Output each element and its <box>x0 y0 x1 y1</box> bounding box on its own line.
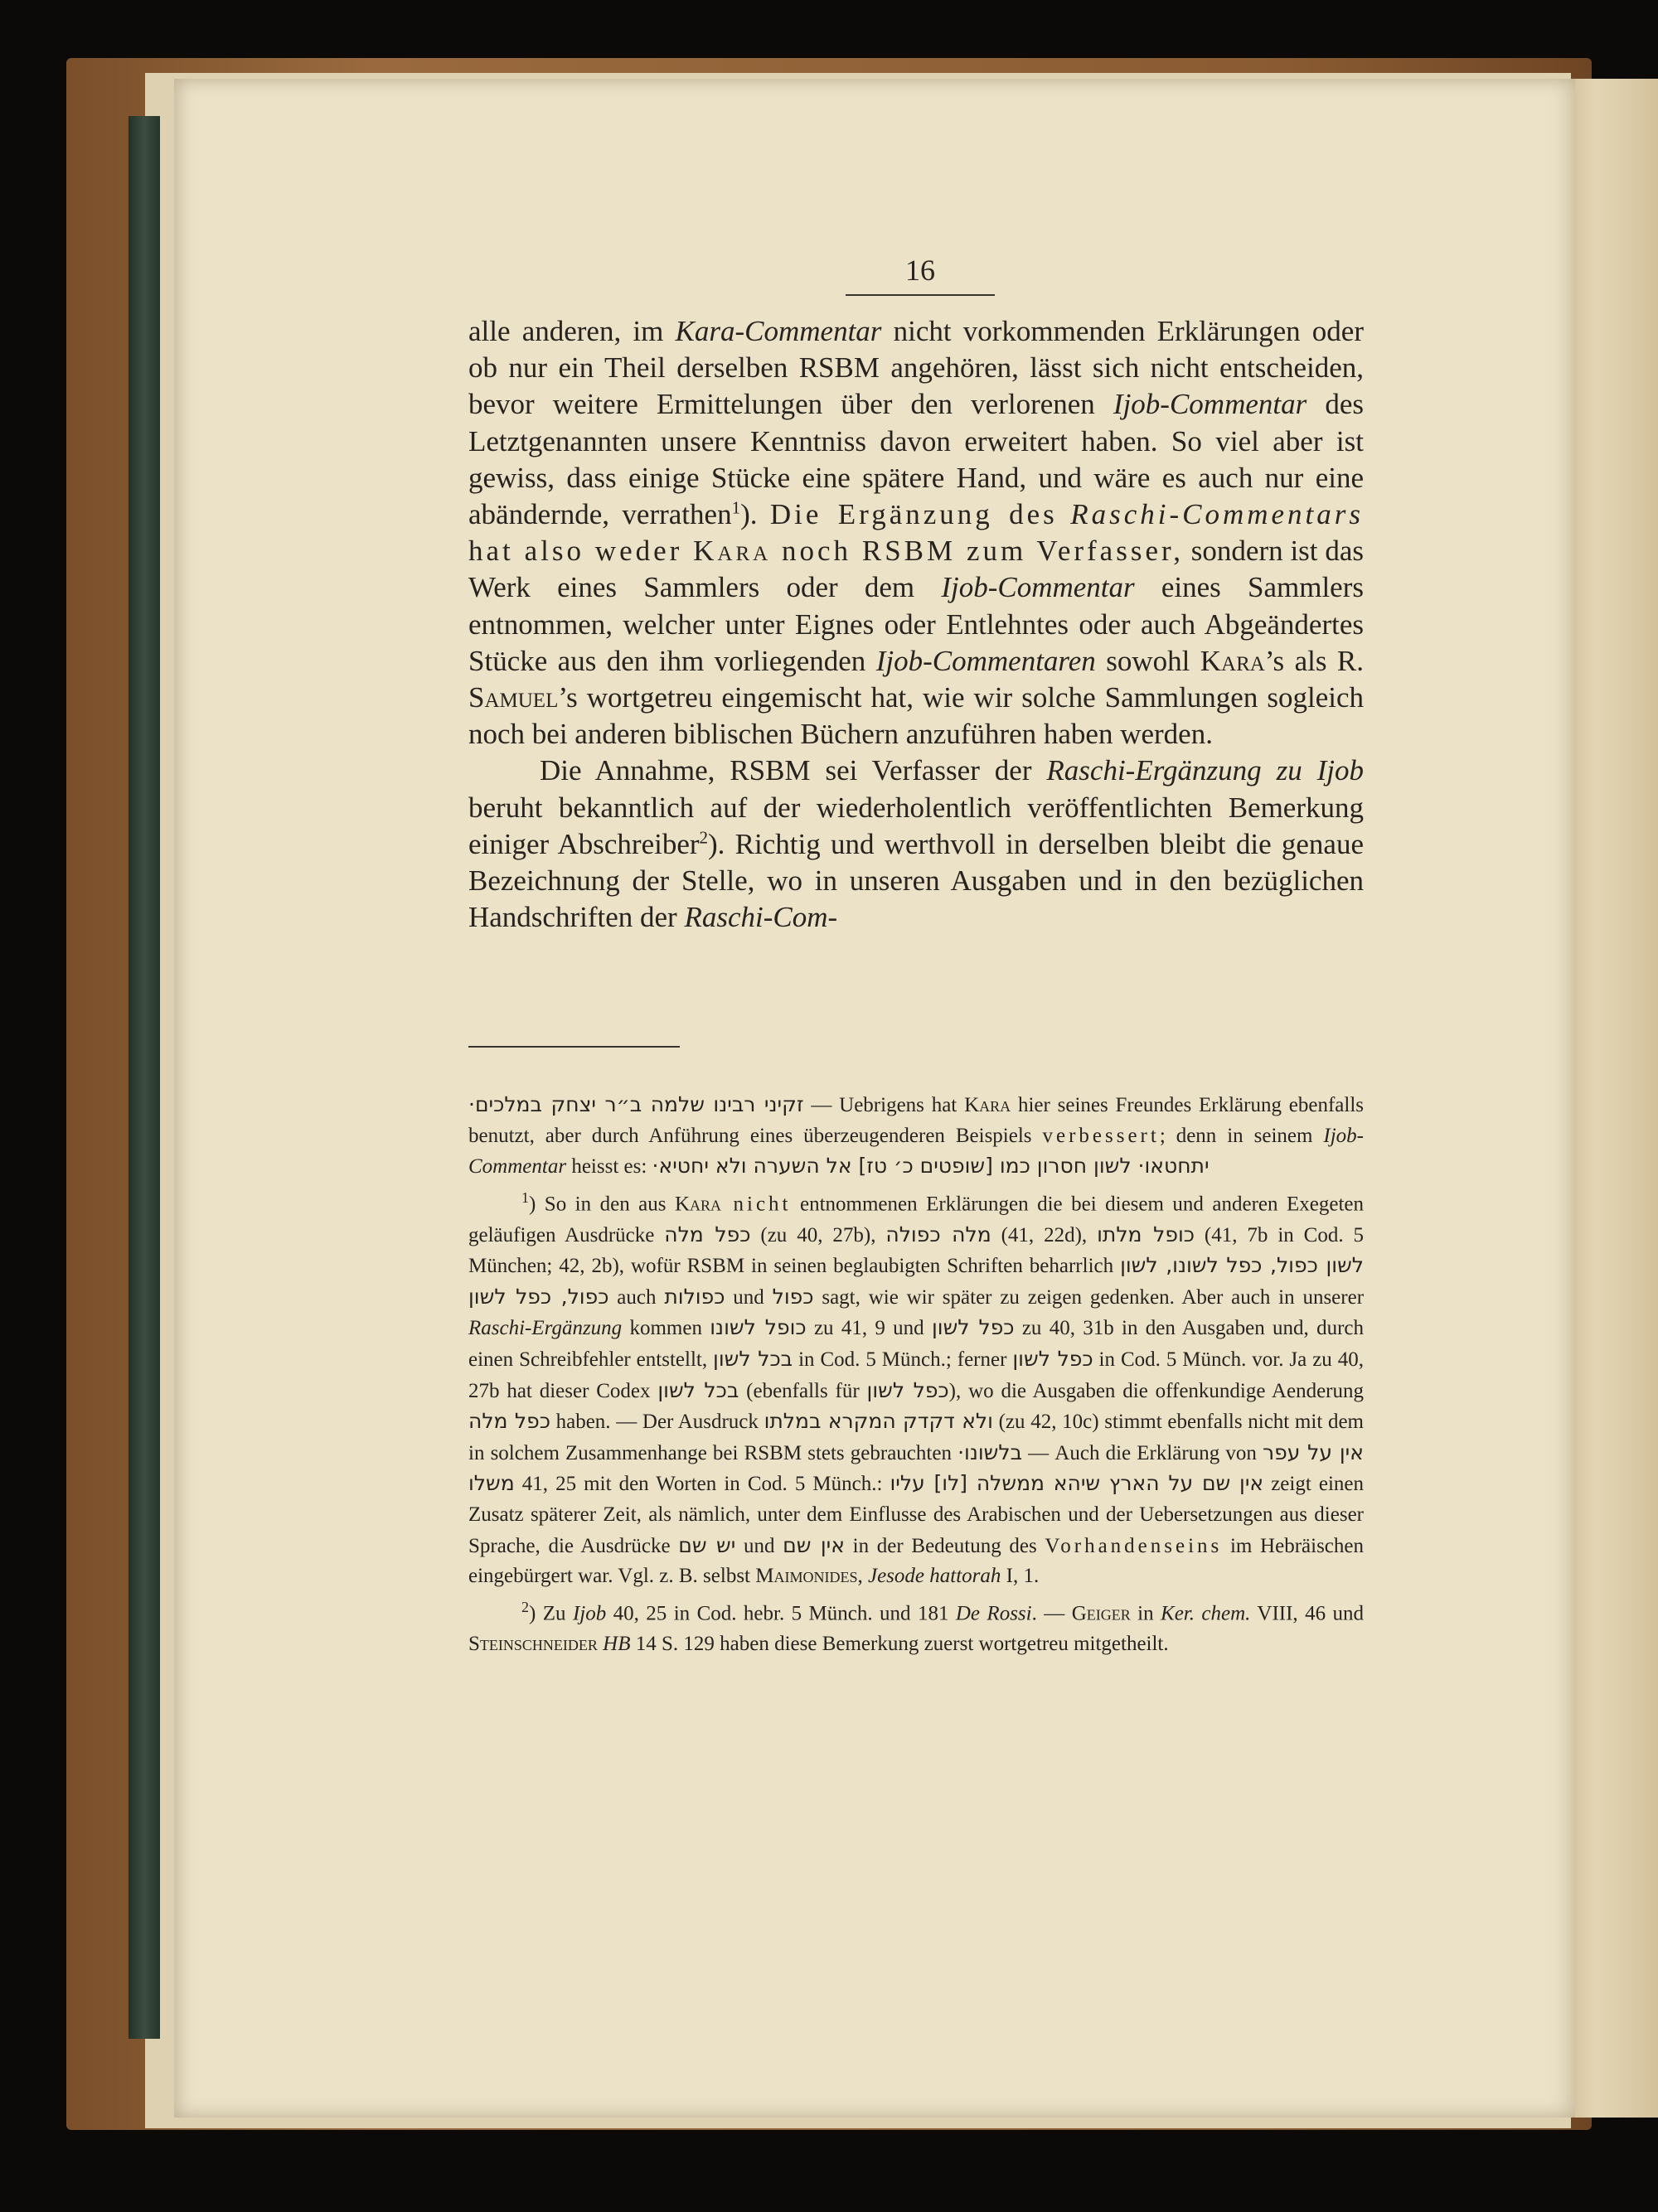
paragraph-2: Die Annahme, RSBM sei Verfasser der Raschi-Ergänzung zu Ijob beruht bekanntlich auf der wiederholentlich veröffentlichten Bemerkung einiger Abschreiber$^2$). Richtig und werthvoll in derselben bleibt die genaue Bezeichnung der Stelle, wo in unseren Ausgaben und in den bezüglichen Handschriften der Raschi-Com- <box>468 754 1364 934</box>
main-text <box>468 313 1364 936</box>
footnotes <box>468 1090 1364 1659</box>
footnote-continuation: זקיני רבינו שלמה ב״ר יצחק במלכים· — Uebrigens hat Kara hier seines Freundes Erklärung ebenfalls benutzt, aber durch Anführung eines überzeugenderen Beispiels verbessert; denn in seinem Ijob-Commentar heisst es: יתחטאו· לשון חסרון כמו [שופטים כ׳ טז] אל השערה ולא יחטיא· <box>468 1092 1365 1179</box>
page-number: 16 <box>846 253 995 296</box>
paragraph-1: alle anderen, im Kara-Commentar nicht vorkommenden Erklärungen oder ob nur ein Theil derselben RSBM angehören, lässt sich nicht entscheiden, bevor weitere Ermittelungen über den verlorenen Ijob-Commentar des Letztgenannten unsere Kenntniss davon erweitert haben. So viel aber ist gewiss, dass einige Stücke eine spätere Hand, und wäre es auch nur eine abändernde, verrathen$^1$). Die Ergänzung des Raschi-Commentars hat also weder Kara noch RSBM zum Verfasser, sondern ist das Werk eines Sammlers oder dem Ijob-Commentar eines Sammlers entnommen, welcher unter Eignes oder Entlehntes oder auch Abgeändertes Stücke aus den ihm vorliegenden Ijob-Commentaren sowohl Kara’s als R. Samuel’s wortgetreu eingemischt hat, wie wir solche Sammlungen sogleich noch bei anderen biblischen Büchern anzuführen haben werden. <box>468 315 1365 751</box>
footnote-1: $^1$) So in den aus Kara nicht entnommenen Erklärungen die bei diesem und anderen Exegeten geläufigen Ausdrücke כפל מלה (zu 40, 27b), מלה כפולה (41, 22d), כופל מלתו (41, 7b in Cod. 5 München; 42, 2b), wofür RSBM in seinen beglaubigten Schriften beharrlich לשון כפול, כפל לשונו, לשון כפול, כפל לשון auch כפולות und כפול sagt, wie wir später zu zeigen gedenken. Aber auch in unserer Raschi-Ergänzung kommen כופל לשונו zu 41, 9 und כפל לשון zu 40, 31b in den Ausgaben und, durch einen Schreibfehler entstellt, בכל לשון in Cod. 5 Münch.; ferner כפל לשון in Cod. 5 Münch. vor. Ja zu 40, 27b hat dieser Codex בכל לשון (ebenfalls für כפל לשון), wo die Ausgaben die offenkundige Aenderung כפל מלה haben. — Der Ausdruck ולא דקדק המקרא במלתו (zu 42, 10c) stimmt ebenfalls nicht mit dem in solchem Zusammenhange bei RSBM stets gebrauchten בלשונו· — Auch die Erklärung von אין על עפר משלו 41, 25 mit den Worten in Cod. 5 Münch.: אין שם על הארץ שיהא ממשלה [לו] עליו zeigt einen Zusatz späterer Zeit, als nämlich, unter dem Einflusse des Arabischen und der Uebersetzungen aus dieser Sprache, die Ausdrücke יש שם und אין שם in der Bedeutung des Vorhandenseins im Hebräischen eingebürgert war. Vgl. z. B. selbst Maimonides, Jesode hattorah I, 1. <box>468 1188 1365 1588</box>
footnote-ref-2: 2 <box>699 827 709 848</box>
spine-binding <box>128 116 160 2039</box>
footnote-2: $^2$) Zu Ijob 40, 25 in Cod. hebr. 5 Münch. und 181 De Rossi. — Geiger in Ker. chem. VIII, 46 und Steinschneider HB 14 S. 129 haben diese Bemerkung zuerst wortgetreu mitgetheilt. <box>468 1598 1365 1655</box>
footnote-ref-1: 1 <box>731 497 741 518</box>
footnote-rule <box>468 1046 680 1048</box>
